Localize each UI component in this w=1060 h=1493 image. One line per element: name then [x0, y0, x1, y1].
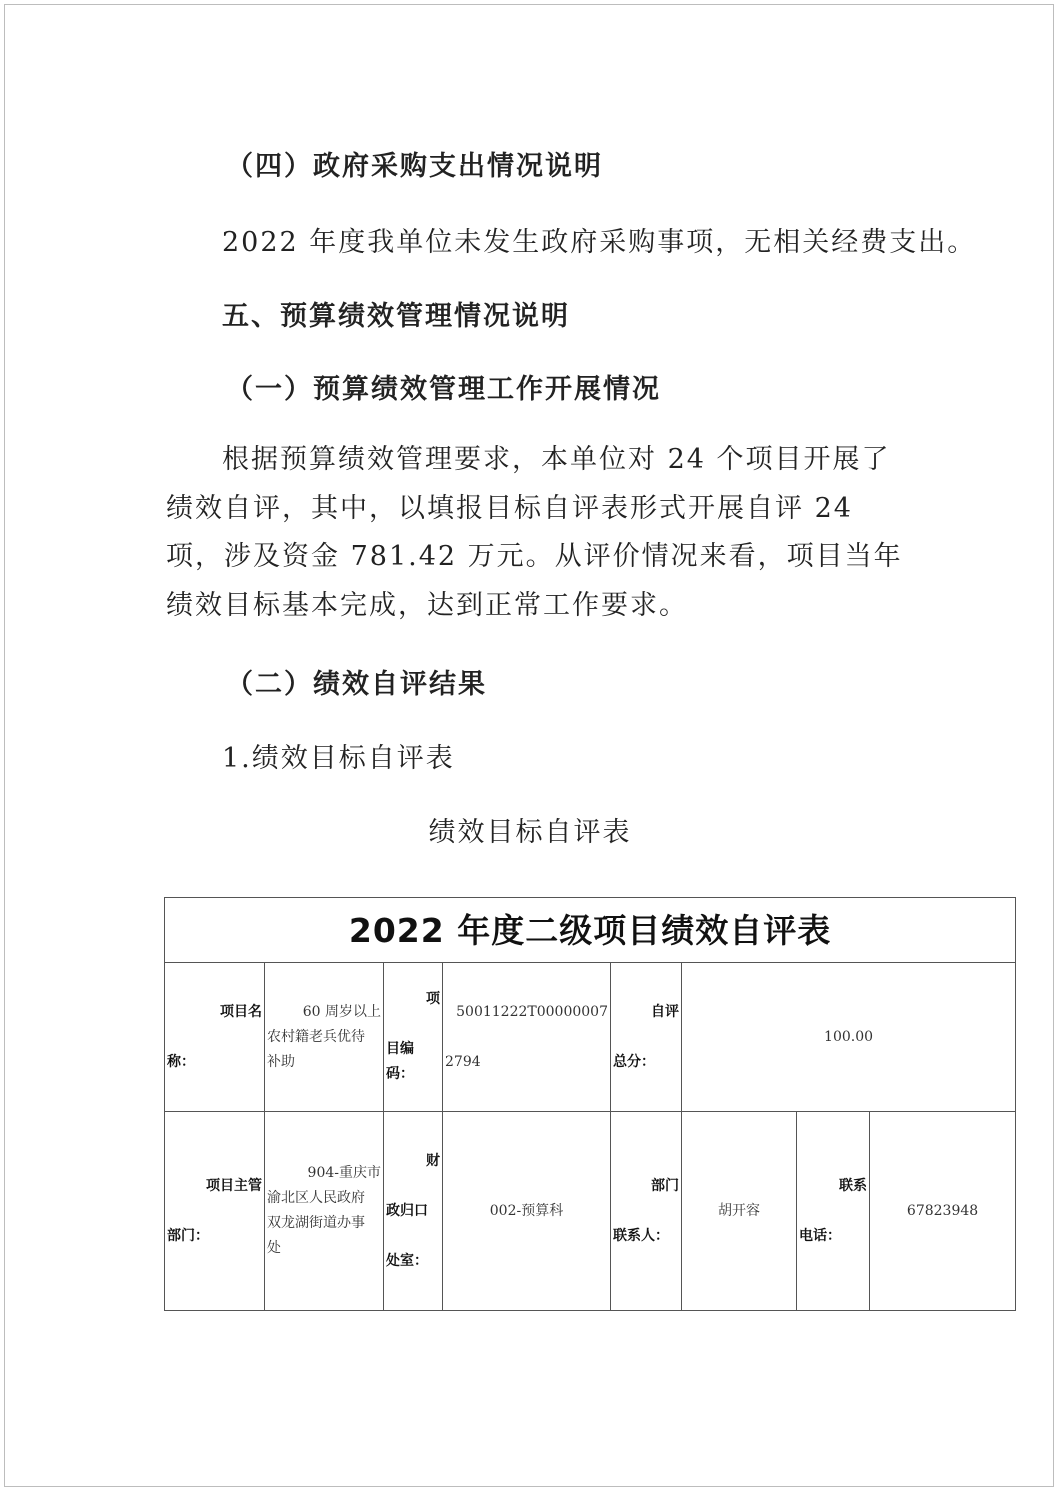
- paragraph-procurement: 2022 年度我单位未发生政府采购事项，无相关经费支出。: [222, 227, 977, 258]
- phone-value: 67823948: [870, 1112, 1016, 1311]
- department-label: [165, 1112, 265, 1311]
- phone-label-line1: 联系: [839, 1177, 867, 1194]
- project-name-line1: 60 周岁以上: [302, 1003, 381, 1020]
- total-score-label-line1: 自评: [651, 1003, 679, 1020]
- contact-person-label: [611, 1112, 682, 1311]
- project-code-line2: 2794: [445, 1053, 481, 1070]
- total-score-value: 100.00: [682, 963, 1016, 1112]
- paragraph-performance: [166, 436, 906, 630]
- finance-office-label: [384, 1112, 443, 1311]
- contact-person-label-line2: 联系人：: [613, 1227, 669, 1244]
- spacer: [386, 1012, 440, 1037]
- project-code-label-line2: 目编码：: [386, 1041, 414, 1082]
- finance-office-label-line2: 政归口: [386, 1202, 428, 1219]
- project-code-line1: 50011222T00000007: [456, 1003, 608, 1020]
- project-name-line3: 补助: [267, 1053, 295, 1070]
- evaluation-table: [164, 897, 1016, 1311]
- heading-budget-performance: 五、预算绩效管理情况说明: [222, 301, 570, 332]
- heading-performance-work: （一）预算绩效管理工作开展情况: [226, 374, 661, 405]
- department-value: [265, 1112, 384, 1311]
- heading-self-evaluation-results: （二）绩效自评结果: [226, 669, 487, 700]
- project-code-value: [443, 963, 611, 1112]
- department-line4: 处: [267, 1240, 281, 1256]
- heading-government-procurement: （四）政府采购支出情况说明: [226, 151, 603, 182]
- department-label-line1: 项目主管: [206, 1177, 262, 1194]
- project-name-label-line2: 称：: [167, 1053, 195, 1070]
- finance-office-value: 002-预算科: [443, 1112, 611, 1311]
- spacer: [386, 1174, 440, 1199]
- list-item-evaluation-table: 1.绩效目标自评表: [222, 743, 455, 774]
- total-score-label: [611, 963, 682, 1112]
- project-name-line2: 农村籍老兵优待: [267, 1028, 365, 1045]
- phone-label: [797, 1112, 870, 1311]
- spacer: [167, 1025, 262, 1050]
- table-caption: 绩效目标自评表: [428, 817, 632, 848]
- spacer: [799, 1199, 867, 1224]
- finance-office-label-line3: 处室：: [386, 1252, 428, 1269]
- total-score-label-line2: 总分：: [613, 1053, 655, 1070]
- spacer: [613, 1199, 679, 1224]
- phone-label-line2: 电话：: [799, 1227, 841, 1244]
- department-label-line2: 部门：: [167, 1227, 209, 1244]
- department-line1: 904-重庆市: [307, 1165, 381, 1181]
- table-title: 2022 年度二级项目绩效自评表: [165, 898, 1016, 963]
- contact-person-value: 胡开容: [682, 1112, 797, 1311]
- project-name-label-line1: 项目名: [220, 1003, 262, 1020]
- spacer: [613, 1025, 679, 1050]
- project-name-label: [165, 963, 265, 1112]
- spacer: [386, 1224, 440, 1249]
- finance-office-label-line1: 财: [426, 1152, 440, 1169]
- project-name-value: [265, 963, 384, 1112]
- spacer: [167, 1199, 262, 1224]
- department-line2: 渝北区人民政府: [267, 1190, 365, 1206]
- project-code-label-line1: 项: [426, 991, 440, 1007]
- contact-person-label-line1: 部门: [651, 1177, 679, 1194]
- department-line3: 双龙湖街道办事: [267, 1215, 365, 1231]
- paragraph-performance-text: 根据预算绩效管理要求，本单位对 24 个项目开展了绩效自评，其中，以填报目标自评表形式开展自评 24 项，涉及资金 781.42 万元。从评价情况来看，项目当年绩效目标基本完成，达到正常工作要求。: [166, 444, 903, 621]
- spacer: [445, 1025, 608, 1050]
- project-code-label: [384, 963, 443, 1112]
